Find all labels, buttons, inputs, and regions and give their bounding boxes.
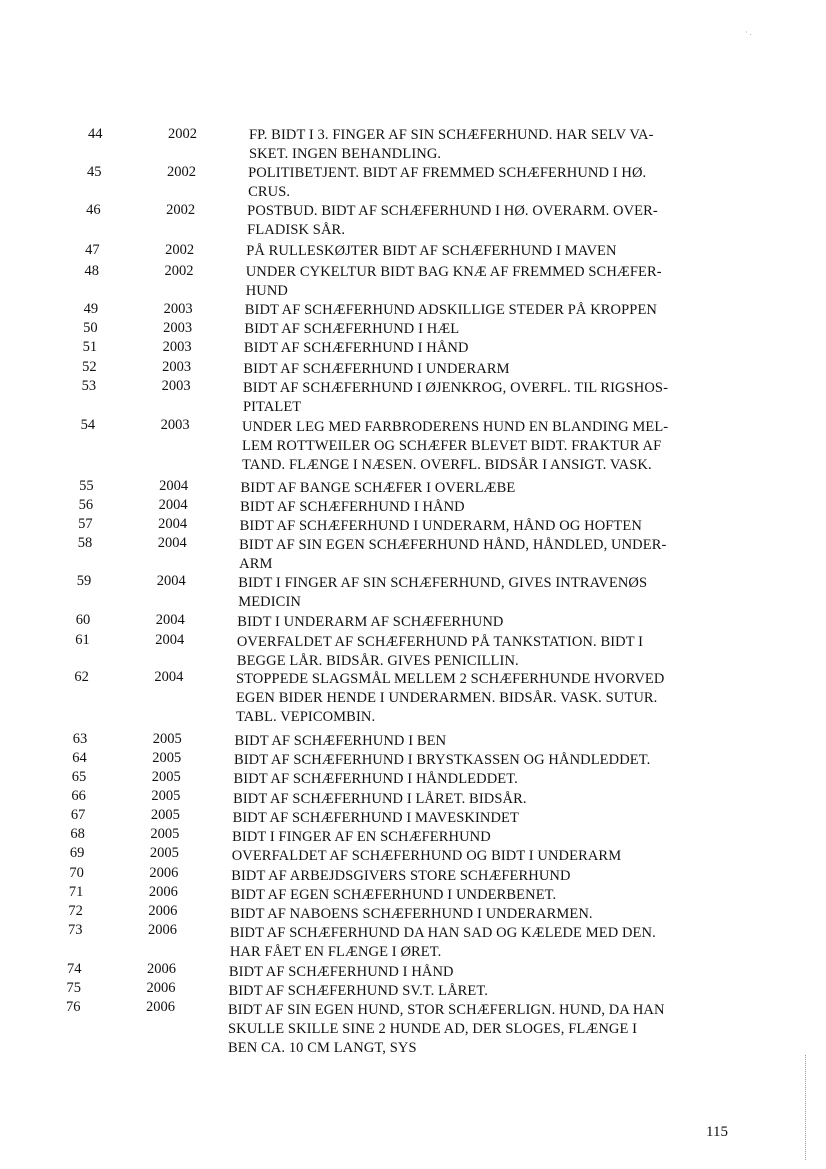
- entry-number: 73: [67, 922, 83, 938]
- entry-year: 2004: [158, 516, 188, 532]
- entry-number: 48: [84, 263, 100, 279]
- entry-description: BIDT AF NABOENS SCHÆFERHUND I UNDERARMEN.: [230, 905, 593, 922]
- entry-year: 2004: [156, 573, 186, 589]
- entry-number: 71: [68, 884, 84, 900]
- entry-number: 51: [82, 339, 98, 355]
- entry-number: 70: [69, 865, 84, 881]
- entry-description: BIDT AF SIN EGEN SCHÆFERHUND HÅND, HÅNDLED, UNDER- ARM: [239, 536, 667, 572]
- entry-number: 62: [74, 669, 89, 685]
- entry-year: 2004: [157, 535, 187, 551]
- entry-description: BIDT AF SCHÆFERHUND I ØJENKROG, OVERFL. TIL RIGSHOS- PITALET: [242, 379, 669, 415]
- entry-description: BIDT AF SCHÆFERHUND I HÅNDLEDDET.: [233, 771, 518, 788]
- entry-number: 54: [80, 417, 96, 433]
- entry-number: 59: [76, 573, 92, 589]
- entry-year: 2002: [165, 242, 195, 258]
- entry-description: BIDT AF SIN EGEN HUND, STOR SCHÆFERLIGN. HUND, DA HAN SKULLE SKILLE SINE 2 HUNDE AD, DER SLOGES, FLÆNGE I BEN CA. 10 CM LANGT, SYS: [228, 1002, 665, 1056]
- entry-number: 67: [70, 807, 86, 823]
- entry-description: BIDT AF SCHÆFERHUND I BRYSTKASSEN OG HÅNDLEDDET.: [233, 752, 651, 769]
- entry-year: 2003: [163, 301, 193, 317]
- entry-year: 2004: [155, 632, 185, 648]
- entry-number: 76: [66, 999, 81, 1015]
- entry-year: 2005: [150, 826, 180, 842]
- entry-description: FP. BIDT I 3. FINGER AF SIN SCHÆFERHUND. HAR SELV VA- SKET. INGEN BEHANDLING.: [249, 127, 654, 162]
- entry-number: 64: [72, 750, 87, 766]
- entry-year: 2006: [146, 980, 176, 996]
- entry-number: 72: [68, 903, 83, 919]
- entry-year: 2006: [147, 922, 177, 938]
- scan-mark: · .: [745, 28, 752, 37]
- entry-description: BIDT AF SCHÆFERHUND I BEN: [234, 733, 447, 750]
- entry-number: 53: [81, 378, 97, 394]
- entry-number: 52: [82, 359, 97, 375]
- entry-number: 46: [86, 202, 101, 218]
- entry-description: BIDT I FINGER AF EN SCHÆFERHUND: [232, 828, 491, 845]
- entry-number: 44: [88, 126, 103, 142]
- entry-year: 2002: [168, 126, 197, 142]
- entry-year: 2004: [159, 478, 189, 494]
- entry-number: 50: [83, 320, 98, 336]
- entry-description: BIDT AF SCHÆFERHUND I HÅND: [228, 963, 454, 980]
- entry-year: 2002: [166, 202, 196, 218]
- entry-year: 2006: [146, 999, 175, 1015]
- entry-number: 63: [72, 731, 88, 747]
- page-number: 115: [706, 1124, 728, 1140]
- entry-year: 2003: [162, 359, 192, 375]
- entry-year: 2004: [155, 612, 185, 628]
- entry-number: 75: [66, 980, 81, 996]
- entry-number: 55: [79, 478, 94, 494]
- entry-number: 45: [87, 164, 102, 180]
- entry-year: 2005: [150, 807, 180, 823]
- entry-description: BIDT AF SCHÆFERHUND I LÅRET. BIDSÅR.: [233, 790, 527, 807]
- entry-description: BIDT AF SCHÆFERHUND I MAVESKINDET: [232, 809, 519, 826]
- entry-description: BIDT AF SCHÆFERHUND I HÅND: [240, 498, 465, 515]
- entry-year: 2005: [149, 845, 179, 861]
- entry-year: 2004: [158, 497, 188, 513]
- entry-description: BIDT AF SCHÆFERHUND I UNDERARM, HÅND OG HOFTEN: [239, 517, 642, 534]
- entry-description: POSTBUD. BIDT AF SCHÆFERHUND I HØ. OVERARM. OVER- FLADISK SÅR.: [247, 203, 658, 239]
- entry-number: 66: [71, 788, 86, 804]
- entry-description: BIDT AF BANGE SCHÆFER I OVERLÆBE: [240, 479, 516, 496]
- entry-number: 69: [69, 845, 85, 861]
- entry-description: PÅ RULLESKØJTER BIDT AF SCHÆFERHUND I MAVEN: [246, 243, 617, 260]
- entry-number: 56: [78, 497, 94, 513]
- entry-year: 2006: [148, 884, 178, 900]
- entry-year: 2006: [149, 865, 179, 881]
- entry-number: 57: [78, 516, 93, 532]
- entry-year: 2002: [167, 164, 197, 180]
- entry-description: UNDER LEG MED FARBRODERENS HUND EN BLANDING MEL- LEM ROTTWEILER OG SCHÆFER BLEVET BIDT. FRAKTUR AF TAND. FLÆNGE I NÆSEN. OVERFL. BIDSÅR I ANSIGT. VASK.: [242, 418, 669, 473]
- entry-number: 47: [85, 242, 100, 258]
- entry-number: 60: [75, 612, 91, 628]
- entry-year: 2005: [151, 788, 181, 804]
- entry-number: 49: [83, 301, 99, 317]
- entry-year: 2005: [151, 769, 181, 785]
- entry-number: 65: [71, 769, 87, 785]
- entry-description: BIDT AF SCHÆFERHUND I HÆL: [244, 321, 460, 338]
- entry-year: 2004: [154, 669, 184, 685]
- entry-description: OVERFALDET AF SCHÆFERHUND PÅ TANKSTATION. BIDT I BEGGE LÅR. BIDSÅR. GIVES PENICILLIN.: [236, 634, 644, 670]
- scan-edge-marks: [805, 1055, 809, 1160]
- entry-year: 2003: [161, 378, 191, 394]
- entry-description: STOPPEDE SLAGSMÅL MELLEM 2 SCHÆFERHUNDE HVORVED EGEN BIDER HENDE I UNDERARMEN. BIDSÅR. VASK. SUTUR. TABL. VEPICOMBIN.: [235, 671, 665, 726]
- entry-number: 61: [75, 632, 90, 648]
- entry-year: 2003: [163, 320, 193, 336]
- entry-year: 2005: [152, 731, 182, 747]
- entry-year: 2002: [164, 263, 194, 279]
- entry-description: BIDT AF SCHÆFERHUND SV.T. LÅRET.: [228, 982, 488, 999]
- entry-description: BIDT AF ARBEJDSGIVERS STORE SCHÆFERHUND: [231, 867, 571, 884]
- entry-number: 58: [77, 535, 93, 551]
- entry-year: 2006: [148, 903, 178, 919]
- entry-description: BIDT AF EGEN SCHÆFERHUND I UNDERBENET.: [230, 886, 557, 903]
- entry-description: BIDT I FINGER AF SIN SCHÆFERHUND, GIVES INTRAVENØS MEDICIN: [238, 575, 648, 611]
- entry-description: UNDER CYKELTUR BIDT BAG KNÆ AF FREMMED SCHÆFER- HUND: [245, 264, 662, 300]
- entry-description: BIDT AF SCHÆFERHUND I UNDERARM: [243, 360, 510, 377]
- entry-year: 2006: [146, 961, 176, 977]
- entry-description: BIDT AF SCHÆFERHUND I HÅND: [243, 340, 469, 357]
- entry-year: 2005: [152, 750, 182, 766]
- entry-description: BIDT AF SCHÆFERHUND ADSKILLIGE STEDER PÅ KROPPEN: [244, 302, 657, 319]
- entry-description: POLITIBETJENT. BIDT AF FREMMED SCHÆFERHUND I HØ. CRUS.: [248, 165, 647, 201]
- entry-number: 68: [70, 826, 85, 842]
- entry-year: 2003: [160, 417, 190, 433]
- entry-year: 2003: [162, 339, 192, 355]
- entry-description: BIDT AF SCHÆFERHUND DA HAN SAD OG KÆLEDE MED DEN. HAR FÅET EN FLÆNGE I ØRET.: [229, 924, 656, 960]
- entry-number: 74: [66, 961, 82, 977]
- entry-description: OVERFALDET AF SCHÆFERHUND OG BIDT I UNDERARM: [231, 847, 622, 864]
- entry-description: BIDT I UNDERARM AF SCHÆFERHUND: [237, 614, 504, 631]
